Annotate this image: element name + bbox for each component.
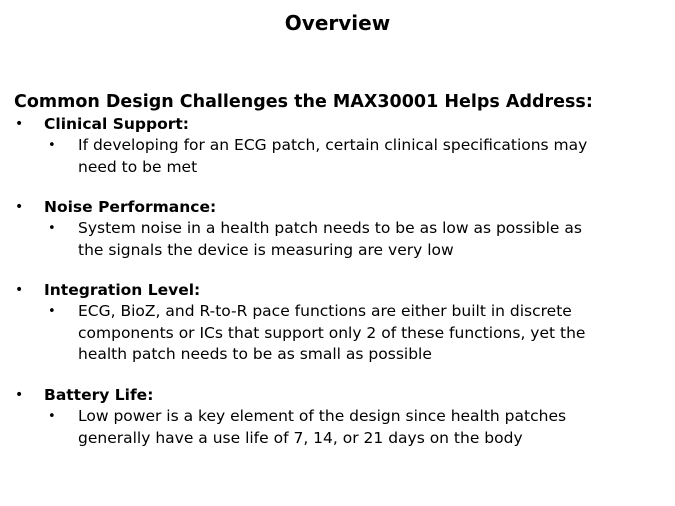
sub-bullet-marker: •: [48, 221, 56, 236]
bullet-marker: •: [15, 199, 24, 215]
section-label: Noise Performance:: [44, 198, 217, 216]
bullet-marker: •: [15, 282, 24, 298]
description-line: generally have a use life of 7, 14, or 21 days on the body: [78, 428, 523, 447]
bullet-marker: •: [15, 116, 24, 132]
sub-bullet-marker: •: [48, 304, 56, 319]
description-line: components or ICs that support only 2 of these functions, yet the: [78, 323, 586, 342]
description-line: the signals the device is measuring are very low: [78, 240, 454, 259]
section-label: Battery Life:: [44, 386, 154, 404]
section-label: Integration Level:: [44, 281, 201, 299]
section-label: Clinical Support:: [44, 115, 189, 133]
description-line: System noise in a health patch needs to be as low as possible as: [78, 219, 582, 237]
bullet-marker: •: [15, 387, 24, 403]
description-line: need to be met: [78, 157, 198, 176]
section-description: [78, 406, 668, 449]
section-description: [78, 218, 668, 261]
sub-bullet-marker: •: [48, 138, 56, 153]
description-line: If developing for an ECG patch, certain clinical specifications may: [78, 136, 588, 154]
slide-heading: Common Design Challenges the MAX30001 Helps Address:: [14, 92, 593, 112]
slide-title: Overview: [284, 11, 391, 35]
sub-bullet-marker: •: [48, 409, 56, 424]
description-line: health patch needs to be as small as possible: [78, 345, 432, 363]
description-line: ECG, BioZ, and R-to-R pace functions are either built in discrete: [78, 302, 572, 320]
section-description: [78, 135, 668, 178]
section-description: [78, 301, 668, 366]
description-line: Low power is a key element of the design since health patches: [78, 407, 567, 425]
